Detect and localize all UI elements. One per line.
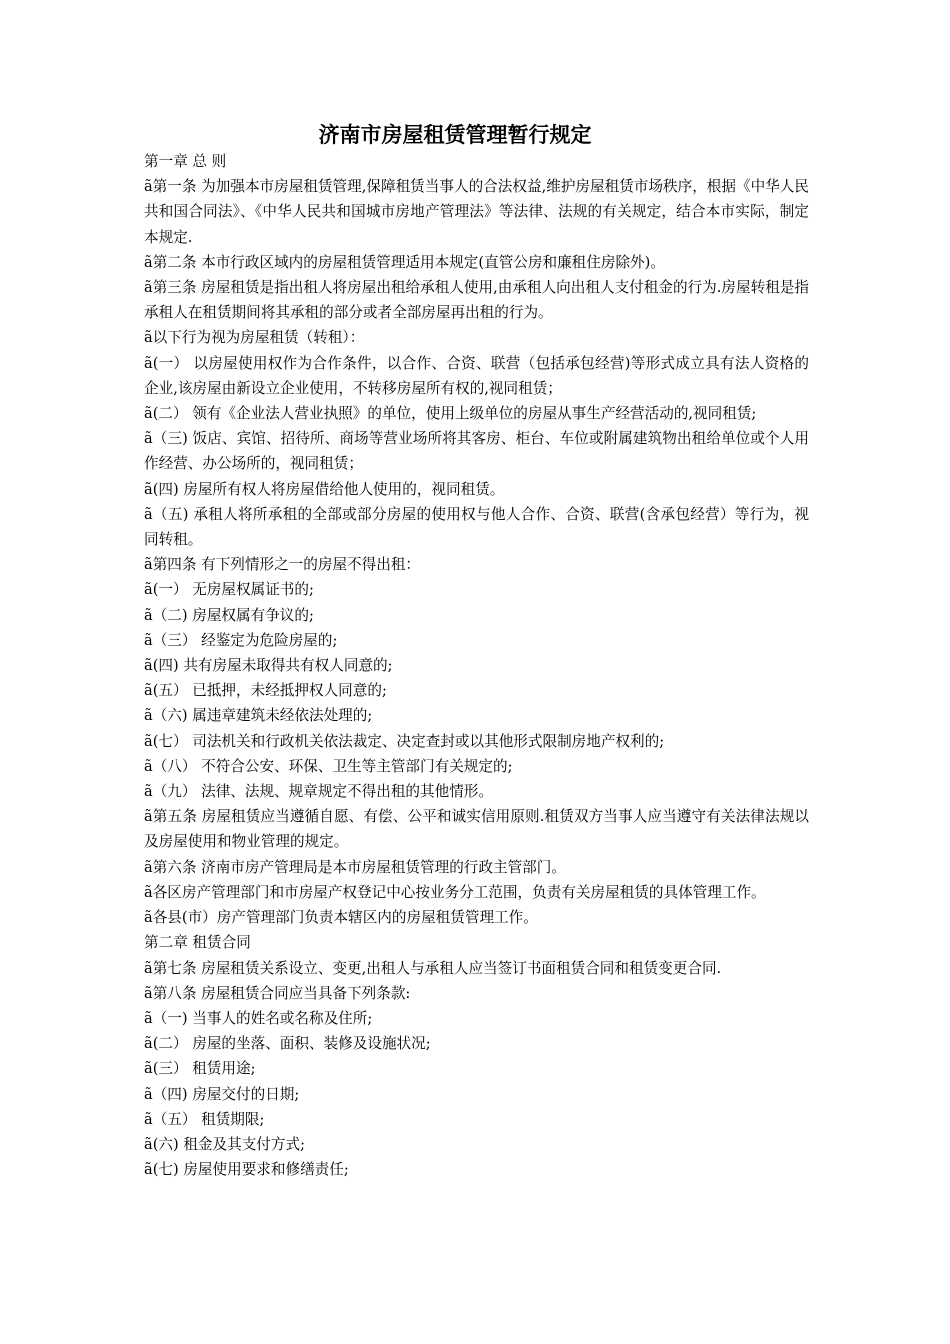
list-item-paragraph: ã(五） 已抵押，未经抵押权人同意的;	[144, 682, 387, 700]
list-item-paragraph: ã（五) 承租人将所承租的全部或部分房屋的使用权与他人合作、合资、联营(含承包经营）等行为，视同转租。	[144, 505, 809, 549]
article-paragraph: ã各区房产管理部门和市房屋产权登记中心按业务分工范围，负责有关房屋租赁的具体管理工作。	[144, 883, 766, 901]
article-paragraph: ã第五条 房屋租赁应当遵循自愿、有偿、公平和诚实信用原则.租赁双方当事人应当遵守有关法律法规以及房屋使用和物业管理的规定。	[144, 808, 809, 851]
article-paragraph: ã第二条 本市行政区域内的房屋租赁管理适用本规定(直管公房和廉租住房除外)。	[144, 253, 665, 271]
list-item-paragraph: ã(二） 房屋的坐落、面积、装修及设施状况;	[144, 1035, 431, 1053]
list-item-paragraph: ã(三） 租赁用途;	[144, 1060, 256, 1078]
article-paragraph: ã第七条 房屋租赁关系设立、变更,出租人与承租人应当签订书面租赁合同和租赁变更合同.	[144, 959, 722, 977]
article-paragraph: ã第六条 济南市房产管理局是本市房屋租赁管理的行政主管部门。	[144, 858, 566, 876]
article-paragraph: ã第四条 有下列情形之一的房屋不得出租：	[144, 556, 421, 574]
article-paragraph: ã以下行为视为房屋租赁（转租）：	[144, 329, 365, 347]
chapter-heading: 第一章 总 则	[144, 153, 227, 170]
list-item-paragraph: ã（三) 饭店、宾馆、招待所、商场等营业场所将其客房、柜台、车位或附属建筑物出租给单位或个人用作经营、办公场所的，视同租赁；	[144, 430, 809, 473]
list-item-paragraph: ã（五） 租赁期限;	[144, 1110, 265, 1128]
article-paragraph: ã第八条 房屋租赁合同应当具备下列条款:	[144, 984, 411, 1002]
list-item-paragraph: ã(七) 房屋使用要求和修缮责任;	[144, 1161, 349, 1179]
list-item-paragraph: ã(二） 领有《企业法人营业执照》的单位，使用上级单位的房屋从事生产经营活动的,视同租赁;	[144, 405, 757, 423]
document-title: 济南市房屋租赁管理暂行规定	[318, 123, 592, 147]
list-item-paragraph: ã（九） 法律、法规、规章规定不得出租的其他情形。	[144, 783, 493, 801]
list-item-paragraph: ã（二) 房屋权属有争议的;	[144, 606, 314, 624]
article-paragraph: ã第一条 为加强本市房屋租赁管理,保障租赁当事人的合法权益,维护房屋租赁市场秩序，根据《中华人民共和国合同法》、《中华人民共和国城市房地产管理法》等法律、法规的有关规定，结合本市实际，制定本规定.	[144, 178, 809, 246]
chapter-heading: 第二章 租赁合同	[144, 934, 251, 952]
list-item-paragraph: ã(一） 无房屋权属证书的;	[144, 581, 314, 599]
list-item-paragraph: ã(七） 司法机关和行政机关依法裁定、决定查封或以其他形式限制房地产权利的;	[144, 732, 665, 750]
article-paragraph: ã各县(市）房产管理部门负责本辖区内的房屋租赁管理工作。	[144, 909, 538, 927]
list-item-paragraph: ã(四) 房屋所有权人将房屋借给他人使用的，视同租赁。	[144, 480, 505, 498]
list-item-paragraph: ã(六) 租金及其支付方式;	[144, 1135, 305, 1153]
list-item-paragraph: ã(四) 共有房屋未取得共有权人同意的;	[144, 657, 393, 675]
list-item-paragraph: ã(一） 以房屋使用权作为合作条件，以合作、合资、联营（包括承包经营)等形式成立具有法人资格的企业,该房屋由新设立企业使用，不转移房屋所有权的,视同租赁；	[144, 354, 809, 397]
list-item-paragraph: ã（八） 不符合公安、环保、卫生等主管部门有关规定的;	[144, 757, 513, 775]
list-item-paragraph: ã（六) 属违章建筑未经依法处理的;	[144, 707, 373, 725]
document-body	[144, 149, 809, 1182]
list-item-paragraph: ã（一) 当事人的姓名或名称及住所;	[144, 1009, 373, 1027]
list-item-paragraph: ã（四) 房屋交付的日期;	[144, 1085, 300, 1103]
article-paragraph: ã第三条 房屋租赁是指出租人将房屋出租给承租人使用,由承租人向出租人支付租金的行为.房屋转租是指承租人在租赁期间将其承租的部分或者全部房屋再出租的行为。	[144, 279, 809, 322]
list-item-paragraph: ã（三） 经鉴定为危险房屋的;	[144, 631, 338, 649]
